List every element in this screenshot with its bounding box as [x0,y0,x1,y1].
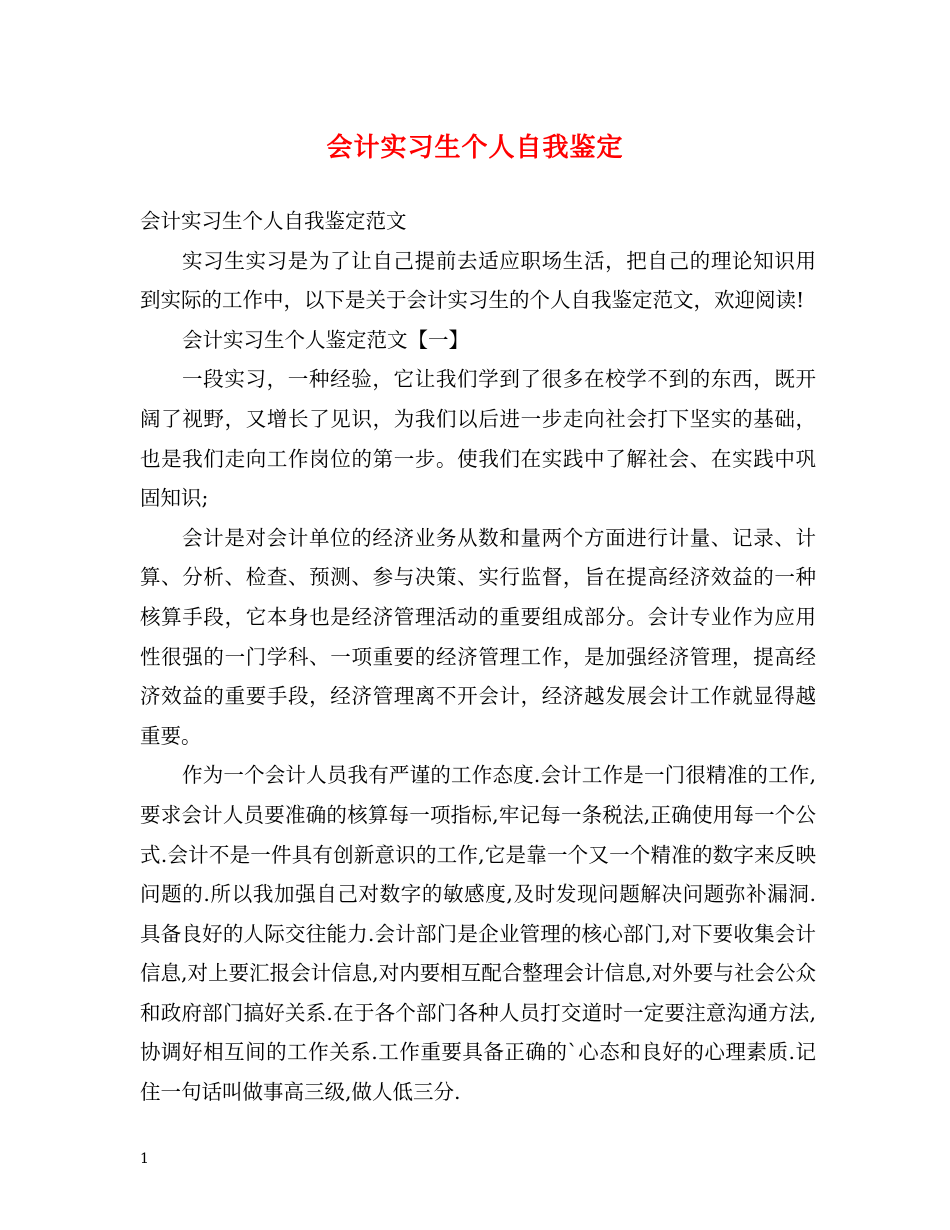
page-number: 1 [140,1151,149,1167]
section-heading: 会计实习生个人鉴定范文【一】 [182,327,470,352]
body-paragraph: 会计是对会计单位的经济业务从数和量两个方面进行计量、记录、计算、分析、检查、预测、参与决策、实行监督，旨在提高经济效益的一种核算手段，它本身也是经济管理活动的重要组成部分。会计专业作为应用性很强的一门学科、一项重要的经济管理工作，是加强经济管理，提高经济效益的重要手段，经济管理离不开会计，经济越发展会计工作就显得越重要。 [140,525,816,748]
subtitle-paragraph: 会计实习生个人自我鉴定范文 [140,209,407,233]
body-paragraph: 一段实习，一种经验，它让我们学到了很多在校学不到的东西，既开阔了视野，又增长了见识，为我们以后进一步走向社会打下坚实的基础，也是我们走向工作岗位的第一步。使我们在实践中了解社会、在实践中巩固知识; [140,367,816,511]
document-body [140,202,816,1113]
document-title: 会计实习生个人自我鉴定 [326,133,624,163]
body-paragraph: 作为一个会计人员我有严谨的工作态度.会计工作是一门很精准的工作,要求会计人员要准确的核算每一项指标,牢记每一条税法,正确使用每一个公式.会计不是一件具有创新意识的工作,它是靠一个又一个精准的数字来反映问题的.所以我加强自己对数字的敏感度,及时发现问题解决问题弥补漏洞. 具备良好的人际交往能力.会计部门是企业管理的核心部门,对下要收集会计信息,对上要汇报会计信息,对内要相互配合整理会计信息,对外要与社会公众和政府部门搞好关系.在于各个部门各种人员打交道时一定要注意沟通方法,协调好相互间的工作关系.工作重要具备正确的`心态和良好的心理素质.记住一句话叫做事高三级,做人低三分. [140,763,816,1105]
intro-paragraph: 实习生实习是为了让自己提前去适应职场生活，把自己的理论知识用到实际的工作中，以下是关于会计实习生的个人自我鉴定范文，欢迎阅读! [140,248,816,313]
